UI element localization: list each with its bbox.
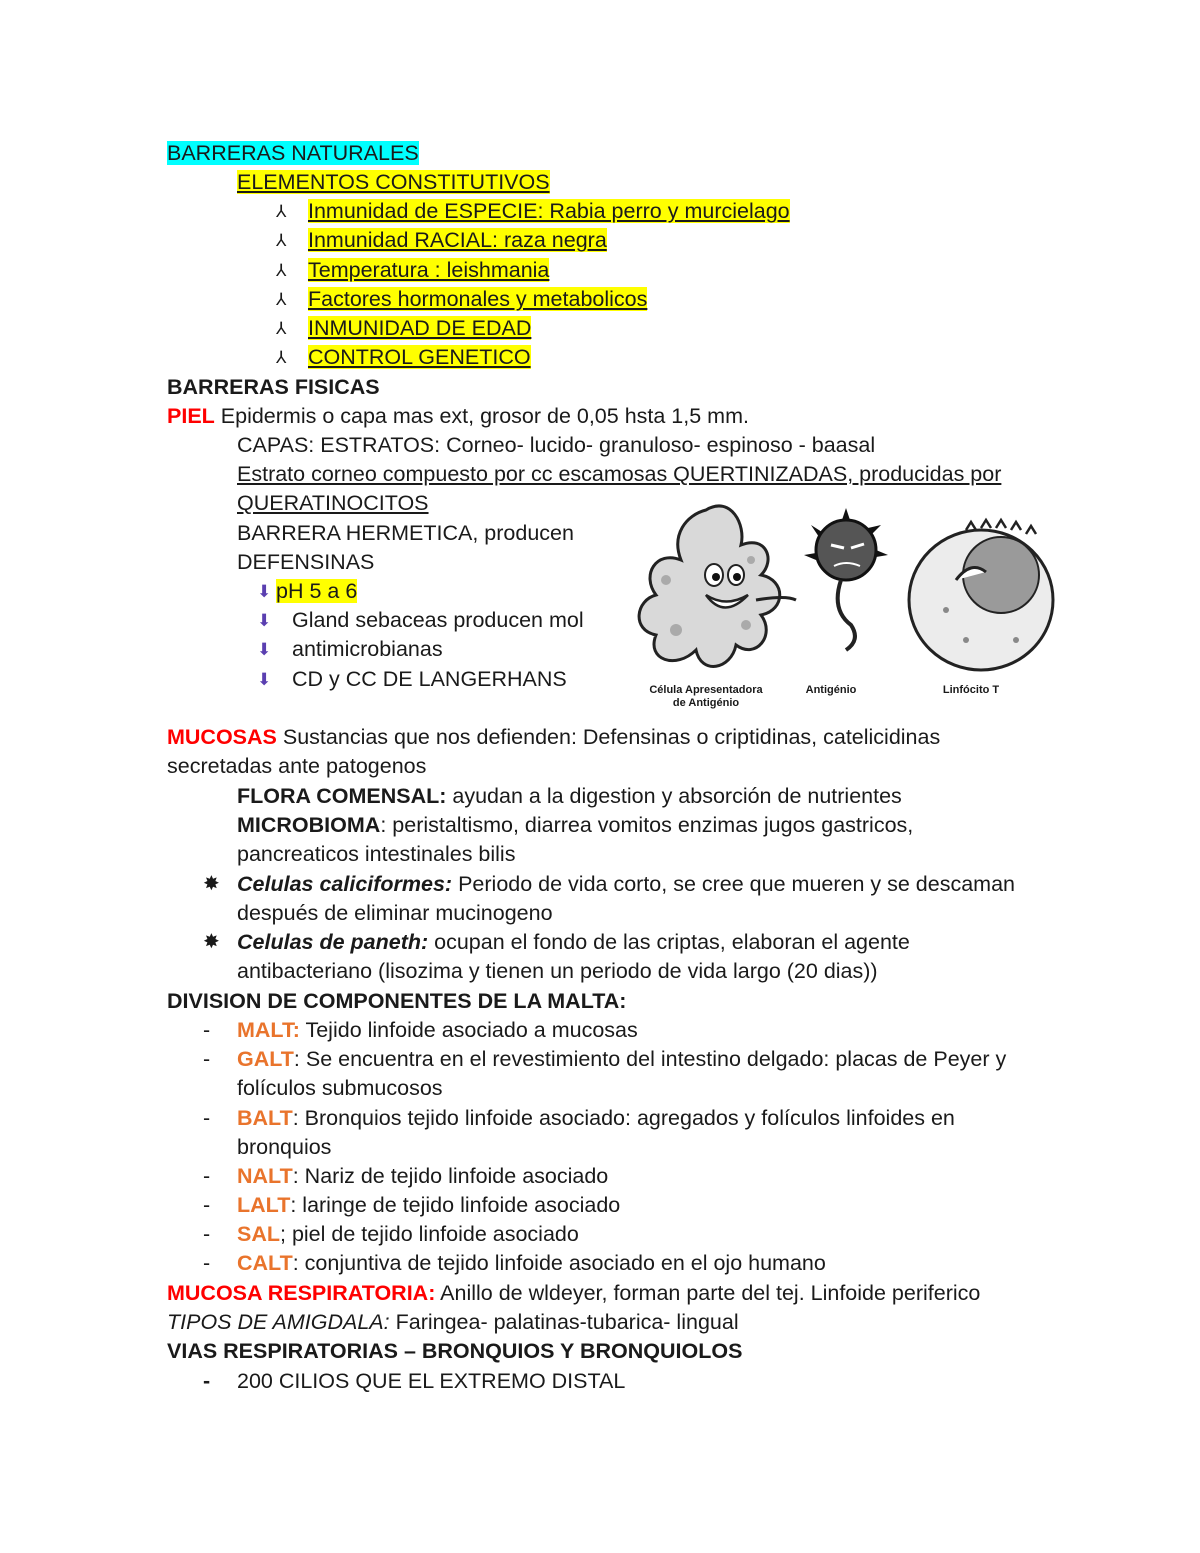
dash-bullet: - — [203, 1251, 211, 1275]
paneth: Celulas de paneth: ocupan el fondo de las criptas, elaboran el agente — [237, 930, 910, 954]
flora-comensal: FLORA COMENSAL: ayudan a la digestion y absorción de nutrientes — [237, 784, 902, 808]
estrato-text-cont: QUERATINOCITOS — [237, 491, 429, 515]
list-item-cont: bronquios — [237, 1135, 332, 1159]
paneth-cont: antibacteriano (lisozima y tienen un periodo de vida largo (20 dias)) — [237, 959, 878, 983]
dash-bullet: - — [203, 1164, 211, 1188]
dash-bullet: - — [203, 1193, 211, 1217]
cartoon-image — [636, 500, 1056, 680]
piel-paragraph: PIEL Epidermis o capa mas ext, grosor de 0,05 hsta 1,5 mm. — [167, 404, 749, 428]
mucosa-respiratoria: MUCOSA RESPIRATORIA: Anillo de wldeyer, forman parte del tej. Linfoide periferico — [167, 1281, 981, 1305]
dash-bullet: - — [203, 1018, 211, 1042]
arrow-bullet-icon: ⅄ — [276, 202, 287, 221]
estrato-text: Estrato corneo compuesto por cc escamosas QUERTINIZADAS, producidas por — [237, 462, 1002, 486]
list-item-cont: folículos submucosos — [237, 1076, 443, 1100]
arrow-bullet-icon: ⅄ — [276, 290, 287, 309]
heading-barreras-fisicas: BARRERAS FISICAS — [167, 375, 380, 399]
capas-text: CAPAS: ESTRATOS: Corneo- lucido- granuloso- espinoso - baasal — [237, 433, 876, 457]
hermetica-text-cont: DEFENSINAS — [237, 550, 375, 574]
mucosas-paragraph: MUCOSAS Sustancias que nos defienden: Defensinas o criptidinas, catelicidinas — [167, 725, 941, 749]
arrow-bullet-icon: ⅄ — [276, 348, 287, 367]
list-item: antimicrobianas — [292, 637, 443, 661]
list-item: CALT: conjuntiva de tejido linfoide asociado en el ojo humano — [237, 1251, 826, 1275]
list-item: MALT: Tejido linfoide asociado a mucosas — [237, 1018, 638, 1042]
list-item: BALT: Bronquios tejido linfoide asociado: agregados y folículos linfoides en — [237, 1106, 955, 1130]
arrow-down-bullet-icon: ⬇ — [257, 611, 272, 630]
list-item: CD y CC DE LANGERHANS — [292, 667, 567, 691]
star-bullet-icon: ✸ — [203, 931, 220, 953]
list-item: Temperatura : leishmania — [308, 258, 550, 282]
heading-malta: DIVISION DE COMPONENTES DE LA MALTA: — [167, 989, 627, 1013]
list-item: Inmunidad de ESPECIE: Rabia perro y murcielago — [308, 199, 790, 223]
dash-bullet: - — [203, 1106, 211, 1130]
list-item: 200 CILIOS QUE EL EXTREMO DISTAL — [237, 1369, 626, 1393]
dash-bullet: - — [203, 1047, 211, 1071]
dash-bullet: - — [203, 1222, 211, 1246]
list-item: NALT: Nariz de tejido linfoide asociado — [237, 1164, 609, 1188]
list-item: Factores hormonales y metabolicos — [308, 287, 648, 311]
list-item: GALT: Se encuentra en el revestimiento del intestino delgado: placas de Peyer y — [237, 1047, 1007, 1071]
caption-apc: Célula Apresentadora de Antigénio — [649, 684, 763, 709]
heading-vias-respiratorias: VIAS RESPIRATORIAS – BRONQUIOS Y BRONQUIOLOS — [167, 1339, 743, 1363]
microbioma: MICROBIOMA: peristaltismo, diarrea vomitos enzimas jugos gastricos, — [237, 813, 914, 837]
subtitle-elementos-constitutivos: ELEMENTOS CONSTITUTIVOS — [237, 170, 550, 194]
caliciformes: Celulas caliciformes: Periodo de vida corto, se cree que mueren y se descaman — [237, 872, 1016, 896]
section-title-barreras-naturales: BARRERAS NATURALES — [167, 141, 419, 165]
caption-antigen: Antigénio — [805, 684, 857, 696]
mucosas-paragraph-cont: secretadas ante patogenos — [167, 754, 427, 778]
arrow-down-bullet-icon: ⬇ — [257, 640, 272, 659]
arrow-bullet-icon: ⅄ — [276, 261, 287, 280]
list-item: CONTROL GENETICO — [308, 345, 531, 369]
list-item: Gland sebaceas producen mol — [292, 608, 584, 632]
list-item: Inmunidad RACIAL: raza negra — [308, 228, 607, 252]
list-item: SAL; piel de tejido linfoide asociado — [237, 1222, 579, 1246]
arrow-bullet-icon: ⅄ — [276, 231, 287, 250]
caption-lymphocyte: Linfócito T — [942, 684, 1000, 696]
arrow-bullet-icon: ⅄ — [276, 319, 287, 338]
caliciformes-cont: después de eliminar mucinogeno — [237, 901, 553, 925]
immune-cells-illustration — [636, 500, 1056, 715]
list-item: pH 5 a 6 — [276, 579, 358, 603]
star-bullet-icon: ✸ — [203, 873, 220, 895]
list-item: INMUNIDAD DE EDAD — [308, 316, 532, 340]
dash-bullet: - — [203, 1369, 211, 1393]
tipos-amigdala: TIPOS DE AMIGDALA: Faringea- palatinas-tubarica- lingual — [167, 1310, 739, 1334]
arrow-down-bullet-icon: ⬇ — [257, 670, 272, 689]
list-item: LALT: laringe de tejido linfoide asociado — [237, 1193, 621, 1217]
microbioma-cont: pancreaticos intestinales bilis — [237, 842, 516, 866]
hermetica-text: BARRERA HERMETICA, producen — [237, 521, 574, 545]
arrow-down-bullet-icon: ⬇ — [257, 582, 272, 601]
